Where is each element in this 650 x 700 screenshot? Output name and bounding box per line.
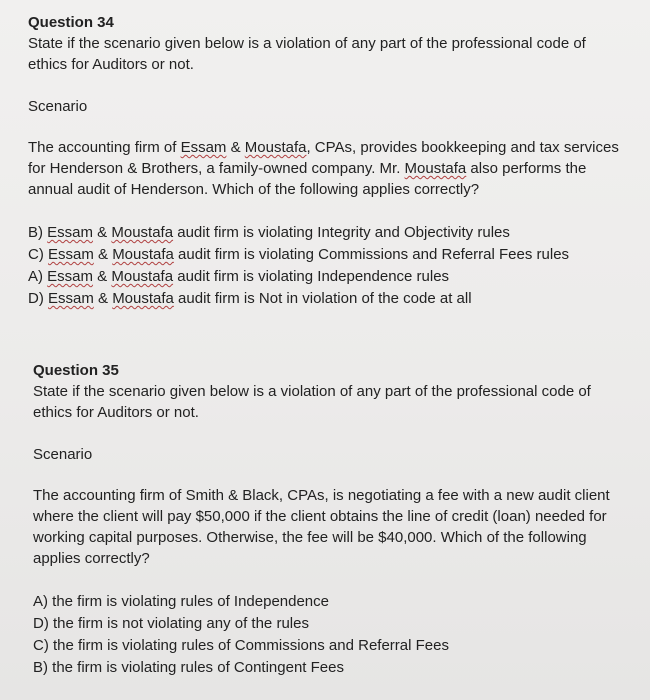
option-prefix: B): [28, 224, 48, 241]
question-35: [33, 360, 633, 679]
question-intro: State if the scenario given below is a violation of any part of the professional code of ethics for Auditors or not.: [28, 35, 586, 73]
scenario-label: Scenario: [28, 98, 88, 115]
answer-option-d[interactable]: D) the firm is not violating any of the rules: [33, 615, 309, 632]
option-prefix: A): [28, 268, 48, 285]
scenario-text-part: The accounting firm of: [28, 139, 181, 156]
firm-name: Essam: [48, 246, 94, 263]
option-prefix: C): [28, 246, 48, 263]
scenario-text-part: also performs the annual audit of Henderson. Which of the following applies correctly?: [28, 160, 587, 198]
firm-name: Essam: [48, 290, 94, 307]
option-text-part: &: [93, 224, 112, 241]
firm-name: Moustafa: [111, 224, 174, 241]
firm-name: Moustafa: [111, 268, 174, 285]
option-text: audit firm is violating Commissions and Referral Fees rules: [173, 246, 570, 263]
option-text: audit firm is violating Independence rules: [173, 268, 450, 285]
question-title: Question 35: [33, 362, 119, 379]
answer-option-c[interactable]: C) the firm is violating rules of Commissions and Referral Fees: [33, 637, 449, 654]
answer-option-a[interactable]: [28, 266, 628, 288]
firm-name: Essam: [47, 268, 94, 285]
option-prefix: D): [28, 290, 48, 307]
scenario-label: Scenario: [33, 446, 93, 463]
scenario-text: The accounting firm of Smith & Black, CPAs, is negotiating a fee with a new audit client where the client will pay $50,000 if the client obtains the line of credit (loan) needed for working capital purposes. Otherwise, the fee will be $40,000. Which of the following applies correctly?: [33, 487, 610, 567]
question-title: Question 34: [28, 14, 114, 31]
scenario-text-part: &: [226, 139, 245, 156]
option-text: audit firm is violating Integrity and Objectivity rules: [173, 224, 510, 241]
firm-name: Moustafa: [112, 290, 174, 307]
question-intro: State if the scenario given below is a violation of any part of the professional code of ethics for Auditors or not.: [33, 383, 591, 421]
option-text: audit firm is Not in violation of the code at all: [173, 290, 472, 307]
firm-name: Essam: [47, 224, 94, 241]
scenario-text-part: , CPAs, provides bookkeeping and tax services for Henderson & Brothers, a family-owned company. Mr.: [28, 139, 619, 177]
option-text-part: &: [93, 268, 112, 285]
answer-option-d[interactable]: [28, 288, 628, 310]
answer-options: [28, 222, 628, 310]
answer-options: [33, 591, 633, 679]
answer-option-b[interactable]: B) the firm is violating rules of Contingent Fees: [33, 659, 344, 676]
answer-option-a[interactable]: A) the firm is violating rules of Independence: [33, 593, 329, 610]
option-text-part: &: [93, 290, 113, 307]
firm-name: Moustafa: [404, 160, 467, 177]
answer-option-c[interactable]: [28, 244, 628, 266]
answer-option-b[interactable]: [28, 222, 628, 244]
firm-name: Moustafa: [112, 246, 174, 263]
question-34: [28, 12, 628, 310]
firm-name: Moustafa: [244, 139, 307, 156]
firm-name: Essam: [180, 139, 227, 156]
scenario-text: [28, 137, 628, 200]
option-text-part: &: [93, 246, 113, 263]
